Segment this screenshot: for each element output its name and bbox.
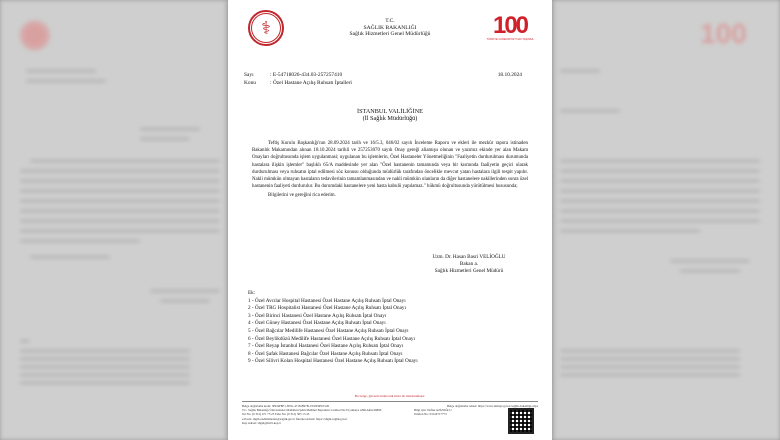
e-signature-note: Bu belge, güvenli elektronik imza ile imzalanmıştır. <box>354 394 426 398</box>
ministry-address-block <box>242 408 392 425</box>
letterhead-directorate: Sağlık Hizmetleri Genel Müdürlüğü <box>349 31 431 38</box>
letterhead-ministry: SAĞLIK BAKANLIĞI <box>363 24 417 31</box>
attachment-item: 6 - Özel Beylikdüzü Medilife Hastanesi Özel Hastane Açılış Ruhsatı İptal Onayı <box>248 335 415 342</box>
official-letter-page <box>228 0 552 440</box>
background-document-left: ✺ <box>0 0 230 440</box>
sayi-row <box>244 72 536 80</box>
attachment-item: 7 - Özel Reyap İstanbul Hastanesi Özel Hastane Açılış Ruhsatı İptal Onayı <box>248 343 404 350</box>
addressee-line1: İSTANBUL VALİLİĞİNE <box>357 108 423 115</box>
centenary-subtitle: TÜRKİYE CUMHURİYETİ 100 YAŞINDA <box>486 38 534 41</box>
sayi-label: Sayı <box>244 72 254 78</box>
sayi-value: : E-54718026-434.03-257257410 <box>270 72 343 78</box>
document-date: 18.10.2024 <box>497 72 522 78</box>
ministry-kep: Kep Adresi: shgm@hs01.kep.tr <box>242 420 281 425</box>
letterhead <box>228 18 552 38</box>
signatory-name: Uzm. Dr. Hasan Basri VELİOĞLU <box>432 254 506 260</box>
addressee-line2: (İl Sağlık Müdürlüğü) <box>362 115 418 123</box>
ministry-phone: Tel No: (0 312) 471 75 25 Faks No: (0 312) 585 13 43 <box>242 412 310 417</box>
signatory-title-2: Sağlık Hizmetleri Genel Müdürü <box>434 267 504 274</box>
attachment-item: 4 - Özel Güney Hastanesi Özel Hastane Açılış Ruhsatı İptal Onayı <box>248 320 386 327</box>
konu-label: Konu <box>244 79 256 86</box>
konu-value: : Özel Hastane Açılış Ruhsatı İptalleri <box>270 79 352 86</box>
attachments-list <box>248 290 538 366</box>
addressee <box>228 108 552 122</box>
attachment-item: 1 - Özel Avcılar Hospital Hastanesi Özel Hastane Açılış Ruhsatı İptal Onayı <box>248 297 406 304</box>
attachment-item: 8 - Özel Şafak Hastanesi Bağcılar Özel Hastane Açılış Ruhsatı İptal Onayı <box>248 350 403 357</box>
contact-phone: Telefon No: 03124717773 <box>414 412 447 417</box>
attachment-item: 3 - Özel Birinci Hastanesi Özel Hastane Açılış Ruhsatı İptal Onayı <box>248 312 387 319</box>
letterhead-tc: T.C. <box>385 18 395 24</box>
ministry-emblem-icon: ⚕ <box>248 10 284 46</box>
attachment-item: 9 - Özel Silivri Kolan Hospital Hastanesi Özel Hastane Açılış Ruhsatı İptal Onayı <box>248 358 418 365</box>
background-document-right: 100 <box>550 0 780 440</box>
contact-row <box>242 408 538 425</box>
centenary-number: 100 <box>492 12 528 39</box>
verification-code: Belge doğrulama kodu: 3ED4F8E1-5E91-4718-B97B-1932E4E01526 <box>242 404 330 408</box>
contact-person: Bilgi için: Nefise AZİZOĞLU <box>414 408 452 413</box>
attachments-label: Ek: <box>248 290 256 296</box>
signatory-title-1: Bakan a. <box>459 260 479 267</box>
contact-person-block <box>414 408 484 425</box>
body-paragraph-2: Bilgilerini ve gereğini rica ederim. <box>268 193 336 199</box>
qr-code-icon <box>508 408 534 434</box>
signature-block <box>404 254 534 274</box>
body-paragraph-1: Teftiş Kurulu Başkanlığı'nın 28.09.2024 tarih ve 16/5.3, 046/02 sayılı İnceleme Raporu ve ekleri ile mezkûr rapora istinaden Bakanlık Makamından alınan 18.10.2024 tarihli ve 257253070 sayılı Onay gereği aliamışu olunan ve yazımız ekinde yer alan Makam Onayları doğrultusunda işlem uygulanmasi; uygulanan bu işlemlerin, Özel Hastaneler Yönetmeliğinin "Faaliyetin durdurulması durumunda hastalara ilişkin işlemler" başlıklı 65/A maddesinde yer alan "Özel hastanenin tamamında veya bir kısmında faaliyetin geçici olarak durdurulması veya ruhsatın iptal edilmesi söz konusu olduğunda müdürlük tarafından öncelikle mevcut yatan hastalara ilgili tespit yapılır. Nakli mümkün olmayan hastaların tedavilerinin tamamlanmasından ve nakli mümkün olanların da diğer hastanelere nakillerinden sonra özel hastanenin faaliyeti durdurulur. Bu durumdaki hastanelere yeni hasta kabulü yapılamaz." hükmü doğrultusunda yürütülmesi hususunda; <box>252 141 528 190</box>
attachment-item: 2 - Özel TRG Hospitalist Hastanesi Özel Hastane Açılış Ruhsatı İptal Onayı <box>248 305 406 312</box>
letter-body <box>252 140 528 200</box>
document-footer <box>242 401 538 425</box>
document-meta <box>244 72 536 87</box>
attachment-item: 5 - Özel Bağcılar Medilife Hastanesi Özel Hastane Açılış Ruhsatı İptal Onayı <box>248 327 409 334</box>
verification-address: Belge doğrulama adresi: https://www.turkiye.gov.tr/saglik-bakanligi-ebys <box>446 404 538 408</box>
ministry-address: T.C. Sağlık Bakanlığı Üniversiteler Mahallesi Şehit Mehmet Bayraktar Caddesi No:9 Çankaya ANKARA 06800 <box>242 408 382 413</box>
konu-row <box>244 80 536 88</box>
ministry-email: e-Posta: shgm.ozelhizmetler@saglik.gov.tr İnternet Adresi: https://shgm.saglik.gov.tr <box>242 416 348 421</box>
